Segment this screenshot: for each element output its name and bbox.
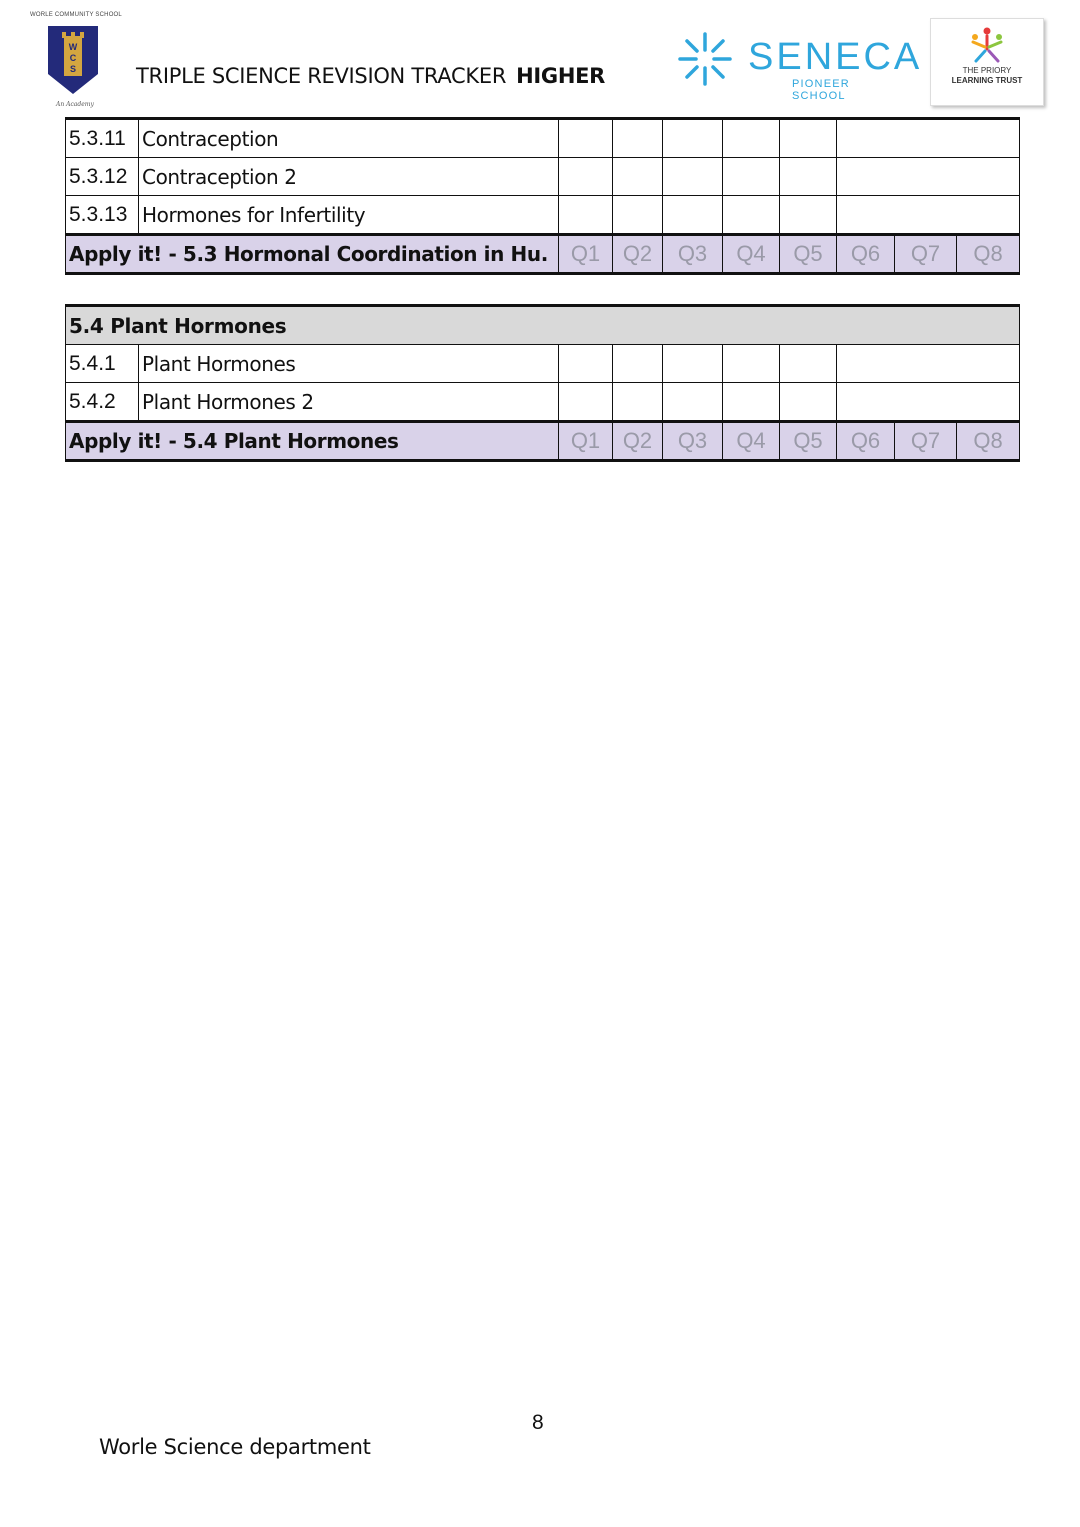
question-box-q7[interactable]: Q7 [895,235,957,274]
svg-text:S: S [69,64,77,74]
tick-box[interactable] [780,158,837,196]
seneca-name: SENECA [748,36,923,78]
topic-code: 5.3.13 [66,196,139,235]
title-text: TRIPLE SCIENCE REVISION TRACKER [136,64,507,88]
tick-box[interactable] [723,345,780,383]
priory-line-2: LEARNING TRUST [951,76,1023,85]
notes-box[interactable] [837,158,1020,196]
topic-code: 5.3.12 [66,158,139,196]
page-title [136,64,605,88]
table-row [66,345,1020,383]
priory-text [931,66,1043,86]
school-name: WORLE COMMUNITY SCHOOL [30,12,122,18]
school-crest-icon [46,24,100,96]
svg-text:C: C [69,53,77,63]
tick-box[interactable] [559,196,613,235]
tick-box[interactable] [723,158,780,196]
tick-box[interactable] [559,119,613,158]
seneca-star-icon [676,30,734,88]
apply-it-row [66,422,1020,461]
notes-box[interactable] [837,383,1020,422]
tick-box[interactable] [663,196,723,235]
question-box-q1[interactable]: Q1 [559,422,613,461]
question-box-q6[interactable]: Q6 [837,235,895,274]
tick-box[interactable] [559,383,613,422]
notes-box[interactable] [837,196,1020,235]
tracker-table-5-3 [65,117,1020,275]
question-box-q2[interactable]: Q2 [613,422,663,461]
tick-box[interactable] [613,345,663,383]
question-box-q4[interactable]: Q4 [723,235,780,274]
section-heading: 5.4 Plant Hormones [66,306,1020,345]
tick-box[interactable] [663,383,723,422]
tick-box[interactable] [780,196,837,235]
page-number: 8 [532,1411,544,1434]
tick-box[interactable] [723,119,780,158]
apply-it-label: Apply it! - 5.4 Plant Hormones [66,422,559,461]
notes-box[interactable] [837,345,1020,383]
tick-box[interactable] [559,345,613,383]
footer-department: Worle Science department [99,1435,371,1459]
table-row [66,196,1020,235]
tick-box[interactable] [723,383,780,422]
topic-name: Contraception [139,119,559,158]
tick-box[interactable] [663,345,723,383]
topic-name: Plant Hormones [139,345,559,383]
tick-box[interactable] [559,158,613,196]
tracker-table-5-4 [65,304,1020,462]
question-box-q7[interactable]: Q7 [895,422,957,461]
tick-box[interactable] [780,345,837,383]
tick-box[interactable] [613,196,663,235]
topic-code: 5.4.2 [66,383,139,422]
question-box-q8[interactable]: Q8 [957,422,1020,461]
table-row [66,119,1020,158]
question-box-q4[interactable]: Q4 [723,422,780,461]
question-box-q5[interactable]: Q5 [780,422,837,461]
topic-name: Hormones for Infertility [139,196,559,235]
table-row [66,383,1020,422]
tick-box[interactable] [663,158,723,196]
seneca-logo [676,30,923,102]
tick-box[interactable] [663,119,723,158]
topic-name: Contraception 2 [139,158,559,196]
question-box-q8[interactable]: Q8 [957,235,1020,274]
question-box-q3[interactable]: Q3 [663,422,723,461]
apply-it-row [66,235,1020,274]
question-box-q1[interactable]: Q1 [559,235,613,274]
tick-box[interactable] [780,383,837,422]
tier-label: HIGHER [516,64,606,88]
tick-box[interactable] [613,158,663,196]
tick-box[interactable] [613,119,663,158]
priory-line-1: THE PRIORY [962,66,1012,75]
priory-trust-logo [930,18,1044,106]
seneca-subtitle: PIONEER SCHOOL [792,78,850,102]
section-heading-row [66,306,1020,345]
notes-box[interactable] [837,119,1020,158]
topic-code: 5.3.11 [66,119,139,158]
question-box-q2[interactable]: Q2 [613,235,663,274]
question-box-q5[interactable]: Q5 [780,235,837,274]
topic-name: Plant Hormones 2 [139,383,559,422]
topic-code: 5.4.1 [66,345,139,383]
priory-figures-icon [967,25,1007,65]
crest-motto: An Academy [56,101,94,108]
question-box-q6[interactable]: Q6 [837,422,895,461]
tick-box[interactable] [780,119,837,158]
tick-box[interactable] [723,196,780,235]
tick-box[interactable] [613,383,663,422]
apply-it-label: Apply it! - 5.3 Hormonal Coordination in Hu. [66,235,559,274]
table-row [66,158,1020,196]
question-box-q3[interactable]: Q3 [663,235,723,274]
svg-text:W: W [68,42,78,52]
